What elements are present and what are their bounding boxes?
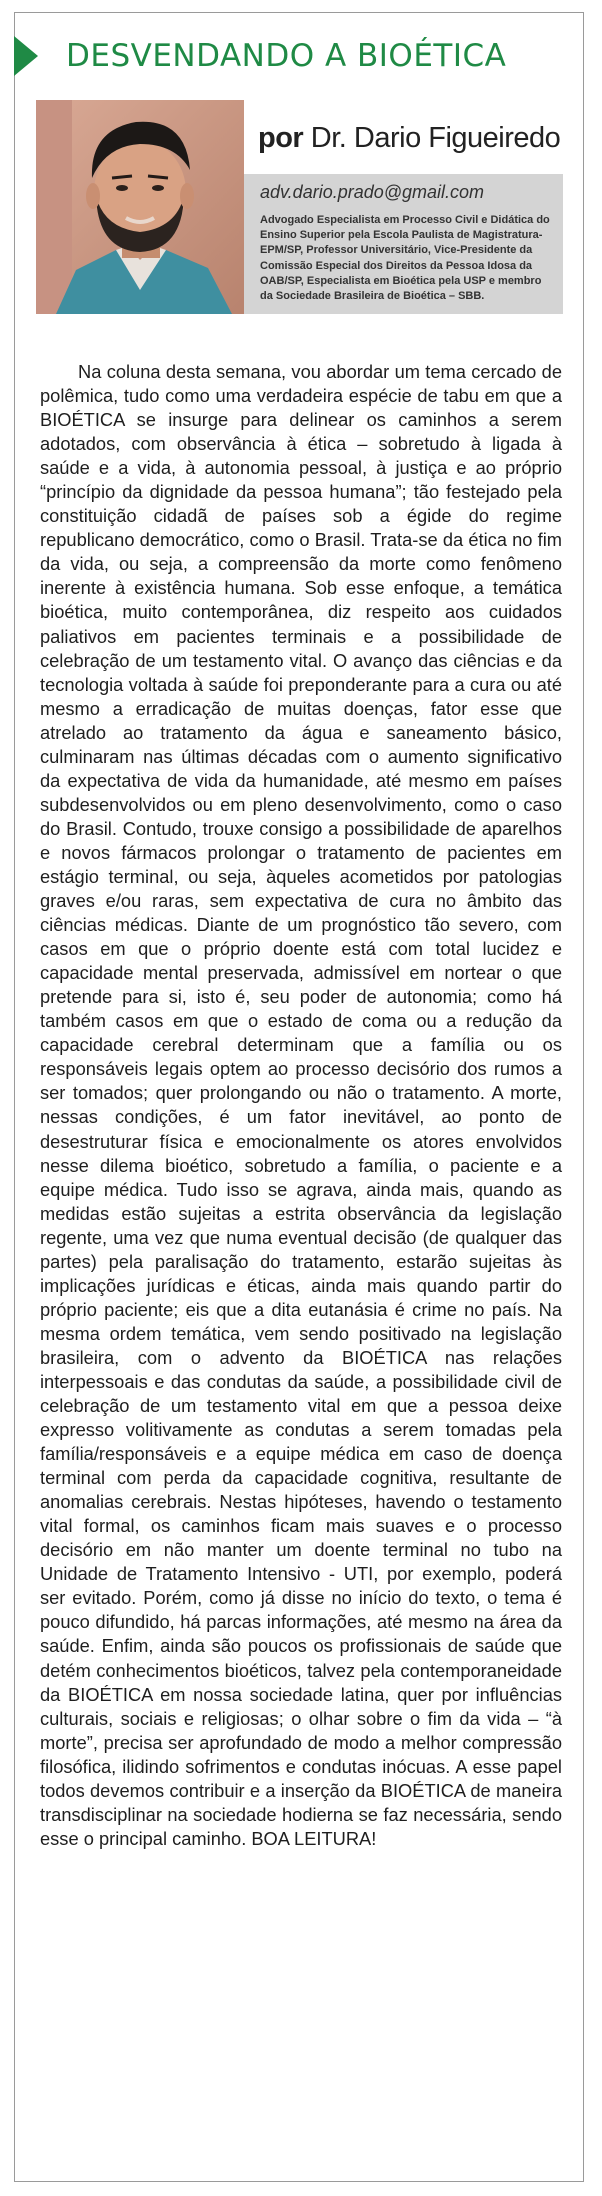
- section-arrow-icon: [14, 36, 38, 76]
- byline-prefix: por: [258, 122, 304, 154]
- author-name: Dr. Dario Figueiredo: [310, 122, 561, 154]
- author-info-box: [244, 174, 563, 314]
- section-title: DESVENDANDO A BIOÉTICA: [66, 38, 507, 74]
- author-byline: [258, 122, 560, 155]
- author-bio: Advogado Especialista em Processo Civil e Didática do Ensino Superior pela Escola Paulista de Magistratura-EPM/SP, Professor Universitário, Vice-Presidente da Comissão Especial dos Direitos da Pessoa Idosa da OAB/SP, Especialista em Bioética pela USP e membro da Sociedade Brasileira de Bioética – SBB.: [260, 214, 550, 303]
- author-email[interactable]: adv.dario.prado@gmail.com: [260, 182, 485, 202]
- article-body: Na coluna desta semana, vou abordar um tema cercado de polêmica, tudo como uma verdadeira espécie de tabu em que a BIOÉTICA se insurge para delinear os caminhos a serem adotados, com observância à ética – sobretudo à ligada à saúde e a vida, à autonomia pessoal, à justiça e ao próprio “princípio da dignidade da pessoa humana”; tão festejado pela constituição cidadã de países sob a égide do regime republicano democrático, como o Brasil. Trata-se da ética no fim da vida, ou seja, a compreensão da morte como fenômeno inerente à existência humana. Sob esse enfoque, a temática bioética, muito contemporânea, diz respeito aos cuidados paliativos em pacientes terminais e a possibilidade de celebração de um testamento vital. O avanço das ciências e da tecnologia voltada à saúde foi preponderante para a cura ou até mesmo a erradicação de muitas doenças, fator esse que atrelado ao tratamento da água e saneamento básico, culminaram nas últimas décadas com o aumento significativo da expectativa de vida da humanidade, até mesmo em países subdesenvolvidos ou em pleno desenvolvimento, como o caso do Brasil. Contudo, trouxe consigo a possibilidade de aparelhos e novos fármacos prolongar o tratamento de pacientes em estágio terminal, ou seja, àqueles acometidos por patologias graves e/ou raras, sem expectativa de cura no âmbito das ciências médicas. Diante de um prognóstico tão severo, com casos em que o próprio doente está com total lucidez e capacidade mental preservada, admissível em nortear o que pretende para si, isto é, seu poder de autonomia; como há também casos em que o estado de coma ou a redução da capacidade cerebral determinam que a família ou os responsáveis legais optem ao processo decisório dos rumos a ser tomados; quer prolongando ou não o tratamento. A morte, nessas condições, é um fator inevitável, ao ponto de desestruturar física e emocionalmente os atores envolvidos nesse dilema bioético, sobretudo a família, o paciente e a equipe médica. Tudo isso se agrava, ainda mais, quando as medidas estão sujeitas a estrita observância da legislação regente, uma vez que numa eventual decisão (de qualquer das partes) pela paralisação do tratamento, estarão sujeitas às implicações jurídicas e éticas, ainda mais quando partir do próprio paciente; eis que a dita eutanásia é crime no país. Na mesma ordem temática, vem sendo positivado na legislação brasileira, com o advento da BIOÉTICA nas relações interpessoais e das condutas da saúde, a possibilidade civil de celebração de um testamento vital em que a pessoa deixe expresso volitivamente as condutas a serem tomadas pela família/responsáveis e a equipe médica em caso de doença terminal com perda da capacidade cognitiva, resultante de anomalias cerebrais. Nestas hipóteses, havendo o testamento vital formal, os caminhos ficam mais suaves e o processo decisório em não manter um doente terminal no tubo na Unidade de Tratamento Intensivo - UTI, por exemplo, poderá ser evitado. Porém, como já disse no início do texto, o tema é pouco difundido, há parcas informações, até mesmo na área da saúde. Enfim, ainda são poucos os profissionais de saúde que detém conhecimentos bioéticos, talvez pela contemporaneidade da BIOÉTICA em nossa sociedade latina, quer por influências culturais, sociais e religiosas; o olhar sobre o fim da vida – “à morte”, precisa ser aprofundado de modo a melhor compressão filosófica, ilidindo sofrimentos e condutas inócuas. A esse papel todos devemos contribuir e a inserção da BIOÉTICA de maneira transdisciplinar na sociedade hodierna se faz necessária, sendo esse o principal caminho. BOA LEITURA!: [40, 361, 562, 1849]
- author-photo: [36, 100, 244, 314]
